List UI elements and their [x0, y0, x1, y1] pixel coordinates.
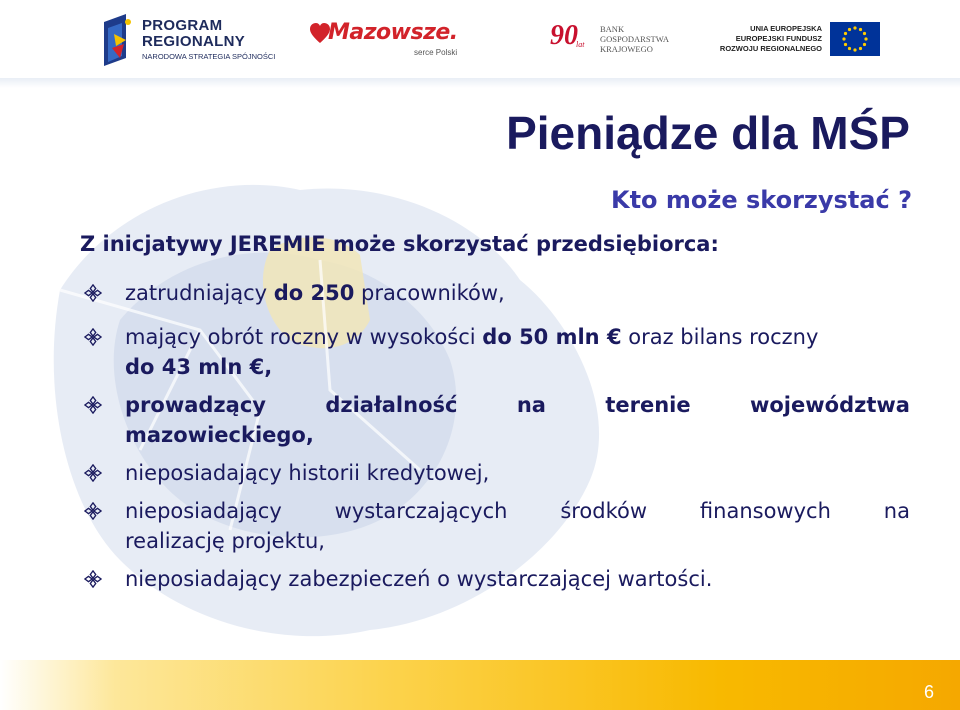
list-item [80, 496, 910, 556]
program-regionalny-emblem-icon [104, 14, 134, 66]
item-word: środków [560, 499, 648, 523]
intro-text: Z inicjatywy JEREMIE może skorzystać przedsiębiorca: [80, 232, 719, 256]
diamond-bullet-icon [84, 570, 102, 588]
item-word: finansowych [699, 499, 831, 523]
page-number: 6 [923, 682, 934, 702]
list-item [80, 390, 910, 450]
eu-flag-icon [830, 22, 880, 56]
slide-subtitle: Kto może skorzystać ? [610, 186, 912, 214]
mazowsze-logo-sub: serce Polski [414, 48, 458, 57]
item-emphasis: do 250 [273, 281, 355, 305]
item-word: wystarczających [334, 499, 508, 523]
heart-icon [310, 23, 330, 45]
program-logo-line1: PROGRAM [142, 17, 223, 34]
diamond-bullet-icon [84, 328, 102, 346]
bgk-line1: BANK [600, 24, 625, 34]
program-logo-sub: NARODOWA STRATEGIA SPÓJNOŚCI [142, 52, 276, 61]
mazowsze-logo-text: Mazowsze. [328, 20, 458, 45]
item-text: oraz bilans roczny [621, 325, 819, 349]
bgk-line3: KRAJOWEGO [600, 44, 653, 54]
item-text: pracowników, [354, 281, 505, 305]
eu-logo [719, 22, 880, 62]
item-word: województwa [749, 393, 910, 417]
item-word: na [883, 499, 910, 523]
header-separator [0, 78, 960, 88]
list-item [80, 564, 910, 594]
diamond-bullet-icon [84, 464, 102, 482]
eu-line1: UNIA EUROPEJSKA [750, 24, 822, 33]
item-emphasis: do 50 mln € [482, 325, 622, 349]
item-text: realizację projektu, [125, 529, 325, 553]
item-text: mazowieckiego, [125, 423, 314, 447]
list-item [80, 458, 910, 488]
bgk-logo [550, 22, 680, 58]
mazowsze-logo [310, 20, 470, 62]
slide-title: Pieniądze dla MŚP [506, 107, 910, 159]
item-word: działalność [325, 393, 458, 417]
item-emphasis: do 43 mln €, [125, 355, 273, 379]
program-logo-line2: REGIONALNY [142, 33, 246, 50]
diamond-bullet-icon [84, 502, 102, 520]
item-word: na [516, 393, 546, 417]
bgk-line2: GOSPODARSTWA [600, 34, 669, 44]
item-text: mający obrót roczny w wysokości [125, 325, 483, 349]
diamond-bullet-icon [84, 284, 102, 302]
list-item [80, 322, 910, 382]
item-text: nieposiadający zabezpieczeń o wystarczającej wartości. [125, 567, 713, 591]
item-word: prowadzący [125, 393, 266, 417]
footer-bar [0, 660, 960, 710]
eu-line3: ROZWOJU REGIONALNEGO [719, 44, 822, 53]
program-regionalny-logo [104, 14, 276, 66]
bgk-anniversary-number: 90 [550, 20, 578, 51]
list-item [80, 278, 910, 308]
criteria-list [80, 278, 910, 608]
item-word: terenie [605, 393, 691, 417]
item-text: nieposiadający historii kredytowej, [125, 461, 490, 485]
diamond-bullet-icon [84, 396, 102, 414]
eu-line2: EUROPEJSKI FUNDUSZ [735, 34, 822, 43]
logo-bar [0, 0, 960, 78]
item-word: nieposiadający [125, 499, 282, 523]
bgk-anniversary-label: lat [576, 40, 585, 49]
item-text: zatrudniający [125, 281, 274, 305]
